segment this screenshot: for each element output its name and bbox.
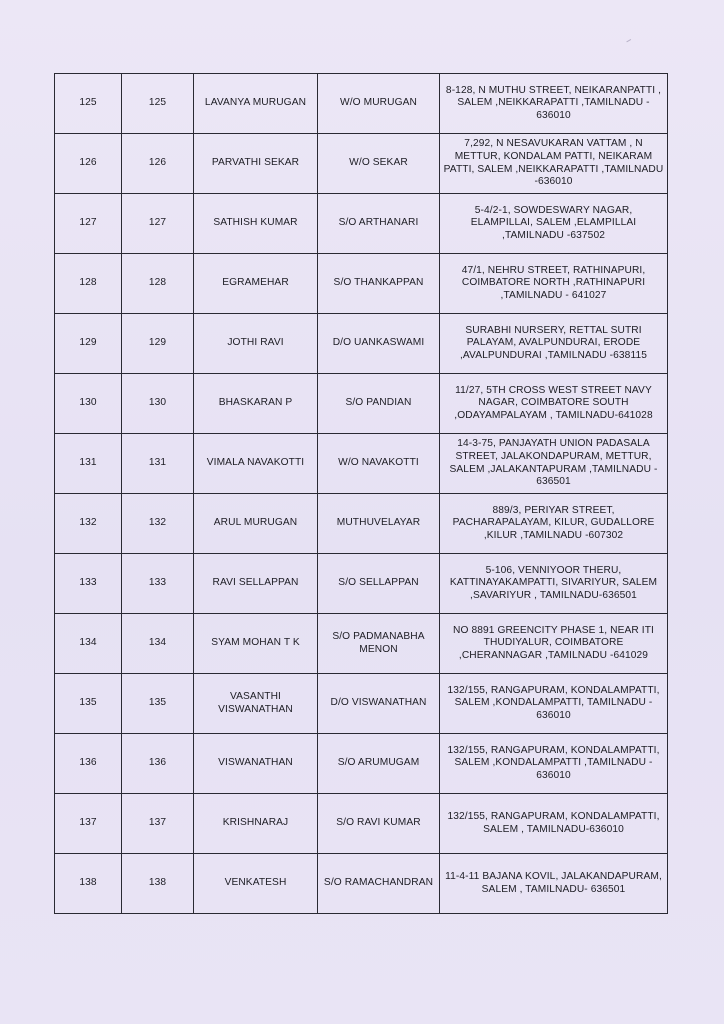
- name-cell: EGRAMEHAR: [194, 254, 318, 314]
- relation-cell: S/O PADMANABHA MENON: [318, 614, 440, 674]
- address-cell: 5-4/2-1, SOWDESWARY NAGAR, ELAMPILLAI, SALEM ,ELAMPILLAI ,TAMILNADU -637502: [440, 194, 668, 254]
- address-cell: 7,292, N NESAVUKARAN VATTAM , N METTUR, KONDALAM PATTI, NEIKARAM PATTI, SALEM ,NEIKKARAPATTI ,TAMILNADU -636010: [440, 134, 668, 194]
- relation-cell: D/O VISWANATHAN: [318, 674, 440, 734]
- table-body: [55, 74, 668, 914]
- name-cell: ARUL MURUGAN: [194, 494, 318, 554]
- relation-cell: S/O ARUMUGAM: [318, 734, 440, 794]
- address-cell: NO 8891 GREENCITY PHASE 1, NEAR ITI THUDIYALUR, COIMBATORE ,CHERANNAGAR ,TAMILNADU -641029: [440, 614, 668, 674]
- name-cell: LAVANYA MURUGAN: [194, 74, 318, 134]
- address-cell: 8-128, N MUTHU STREET, NEIKARANPATTI , SALEM ,NEIKKARAPATTI ,TAMILNADU - 636010: [440, 74, 668, 134]
- name-cell: RAVI SELLAPPAN: [194, 554, 318, 614]
- name-cell: VENKATESH: [194, 854, 318, 914]
- table-row: [55, 674, 668, 734]
- entry-number-cell: 129: [122, 314, 194, 374]
- name-cell: SYAM MOHAN T K: [194, 614, 318, 674]
- relation-cell: W/O SEKAR: [318, 134, 440, 194]
- name-cell: PARVATHI SEKAR: [194, 134, 318, 194]
- entry-number-cell: 138: [122, 854, 194, 914]
- table-row: [55, 734, 668, 794]
- serial-number-cell: 130: [55, 374, 122, 434]
- serial-number-cell: 136: [55, 734, 122, 794]
- address-cell: 47/1, NEHRU STREET, RATHINAPURI, COIMBATORE NORTH ,RATHINAPURI ,TAMILNADU - 641027: [440, 254, 668, 314]
- table-row: [55, 554, 668, 614]
- beneficiary-table: [54, 73, 668, 914]
- table-row: [55, 194, 668, 254]
- entry-number-cell: 126: [122, 134, 194, 194]
- name-cell: BHASKARAN P: [194, 374, 318, 434]
- serial-number-cell: 137: [55, 794, 122, 854]
- address-cell: 11/27, 5TH CROSS WEST STREET NAVY NAGAR, COIMBATORE SOUTH ,ODAYAMPALAYAM , TAMILNADU-641028: [440, 374, 668, 434]
- table-row: [55, 794, 668, 854]
- table-row: [55, 314, 668, 374]
- entry-number-cell: 125: [122, 74, 194, 134]
- relation-cell: S/O THANKAPPAN: [318, 254, 440, 314]
- name-cell: VISWANATHAN: [194, 734, 318, 794]
- entry-number-cell: 130: [122, 374, 194, 434]
- table-row: [55, 494, 668, 554]
- address-cell: 11-4-11 BAJANA KOVIL, JALAKANDAPURAM, SALEM , TAMILNADU- 636501: [440, 854, 668, 914]
- serial-number-cell: 133: [55, 554, 122, 614]
- entry-number-cell: 136: [122, 734, 194, 794]
- relation-cell: S/O ARTHANARI: [318, 194, 440, 254]
- relation-cell: D/O UANKASWAMI: [318, 314, 440, 374]
- serial-number-cell: 138: [55, 854, 122, 914]
- table-row: [55, 374, 668, 434]
- scan-speck: [626, 39, 632, 45]
- name-cell: SATHISH KUMAR: [194, 194, 318, 254]
- relation-cell: S/O RAVI KUMAR: [318, 794, 440, 854]
- serial-number-cell: 128: [55, 254, 122, 314]
- entry-number-cell: 135: [122, 674, 194, 734]
- address-cell: 132/155, RANGAPURAM, KONDALAMPATTI, SALEM ,KONDALAMPATTI ,TAMILNADU - 636010: [440, 734, 668, 794]
- relation-cell: S/O SELLAPPAN: [318, 554, 440, 614]
- name-cell: VASANTHI VISWANATHAN: [194, 674, 318, 734]
- table-row: [55, 254, 668, 314]
- address-cell: 5-106, VENNIYOOR THERU, KATTINAYAKAMPATTI, SIVARIYUR, SALEM ,SAVARIYUR , TAMILNADU-636501: [440, 554, 668, 614]
- entry-number-cell: 127: [122, 194, 194, 254]
- entry-number-cell: 131: [122, 434, 194, 494]
- serial-number-cell: 131: [55, 434, 122, 494]
- serial-number-cell: 127: [55, 194, 122, 254]
- table-row: [55, 614, 668, 674]
- entry-number-cell: 134: [122, 614, 194, 674]
- name-cell: VIMALA NAVAKOTTI: [194, 434, 318, 494]
- relation-cell: W/O MURUGAN: [318, 74, 440, 134]
- name-cell: JOTHI RAVI: [194, 314, 318, 374]
- relation-cell: S/O PANDIAN: [318, 374, 440, 434]
- address-cell: 132/155, RANGAPURAM, KONDALAMPATTI, SALEM , TAMILNADU-636010: [440, 794, 668, 854]
- address-cell: 132/155, RANGAPURAM, KONDALAMPATTI, SALEM ,KONDALAMPATTI, TAMILNADU - 636010: [440, 674, 668, 734]
- address-cell: 14-3-75, PANJAYATH UNION PADASALA STREET, JALAKONDAPURAM, METTUR, SALEM ,JALAKANTAPURAM ,TAMILNADU - 636501: [440, 434, 668, 494]
- relation-cell: W/O NAVAKOTTI: [318, 434, 440, 494]
- serial-number-cell: 134: [55, 614, 122, 674]
- table-row: [55, 74, 668, 134]
- serial-number-cell: 135: [55, 674, 122, 734]
- serial-number-cell: 132: [55, 494, 122, 554]
- table-row: [55, 854, 668, 914]
- serial-number-cell: 126: [55, 134, 122, 194]
- address-cell: SURABHI NURSERY, RETTAL SUTRI PALAYAM, AVALPUNDURAI, ERODE ,AVALPUNDURAI ,TAMILNADU -638115: [440, 314, 668, 374]
- relation-cell: MUTHUVELAYAR: [318, 494, 440, 554]
- entry-number-cell: 133: [122, 554, 194, 614]
- table-row: [55, 134, 668, 194]
- serial-number-cell: 129: [55, 314, 122, 374]
- table-row: [55, 434, 668, 494]
- serial-number-cell: 125: [55, 74, 122, 134]
- name-cell: KRISHNARAJ: [194, 794, 318, 854]
- entry-number-cell: 137: [122, 794, 194, 854]
- address-cell: 889/3, PERIYAR STREET, PACHARAPALAYAM, KILUR, GUDALLORE ,KILUR ,TAMILNADU -607302: [440, 494, 668, 554]
- entry-number-cell: 132: [122, 494, 194, 554]
- entry-number-cell: 128: [122, 254, 194, 314]
- relation-cell: S/O RAMACHANDRAN: [318, 854, 440, 914]
